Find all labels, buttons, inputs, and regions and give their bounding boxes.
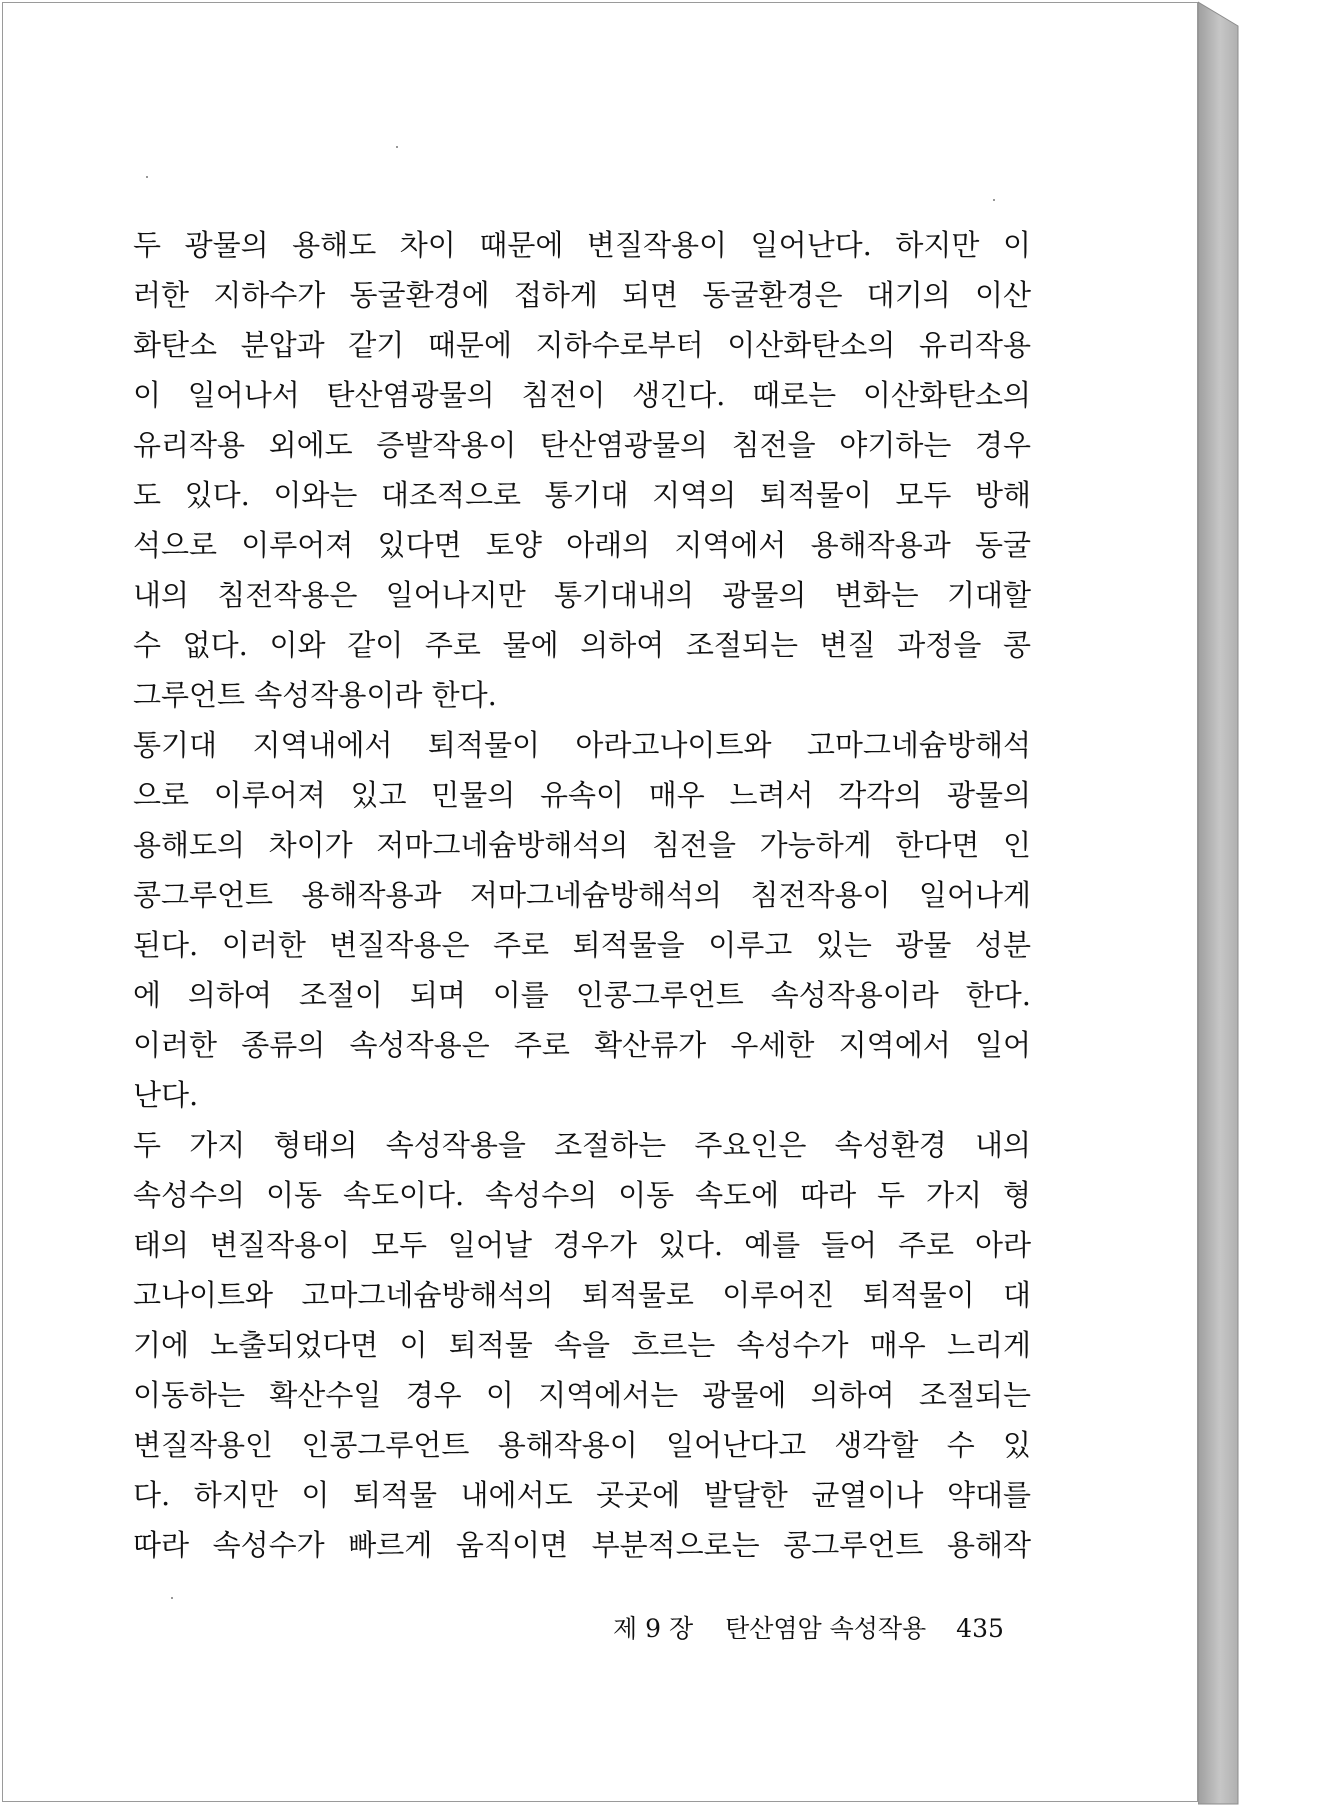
text-line: 콩그루언트 용해작용과 저마그네슘방해석의 침전작용이 일어나게 (133, 878, 1031, 912)
text-line: 통기대 지역내에서 퇴적물이 아라고나이트와 고마그네슘방해석 (133, 728, 1031, 762)
footer-chapter-label: 제 9 장 (613, 1614, 694, 1643)
text-line: 수 없다. 이와 같이 주로 물에 의하여 조절되는 변질 과정을 콩 (133, 628, 1031, 662)
text-line: 도 있다. 이와는 대조적으로 통기대 지역의 퇴적물이 모두 방해 (133, 478, 1031, 512)
scan-speck (146, 176, 148, 178)
page-number: 435 (956, 1614, 1004, 1643)
text-line: 에 의하여 조절이 되며 이를 인콩그루언트 속성작용이라 한다. (133, 978, 1031, 1012)
scan-speck (993, 199, 995, 201)
scan-speck (396, 146, 398, 148)
text-line: 그루언트 속성작용이라 한다. (133, 678, 497, 712)
text-line: 유리작용 외에도 증발작용이 탄산염광물의 침전을 야기하는 경우 (133, 428, 1031, 462)
page-stack-edge (1198, 0, 1243, 1806)
text-line: 된다. 이러한 변질작용은 주로 퇴적물을 이루고 있는 광물 성분 (133, 928, 1031, 962)
text-line: 두 광물의 용해도 차이 때문에 변질작용이 일어난다. 하지만 이 (133, 228, 1031, 262)
text-line: 이러한 종류의 속성작용은 주로 확산류가 우세한 지역에서 일어 (133, 1028, 1031, 1062)
text-line: 고나이트와 고마그네슘방해석의 퇴적물로 이루어진 퇴적물이 대 (133, 1278, 1031, 1312)
text-line: 변질작용인 인콩그루언트 용해작용이 일어난다고 생각할 수 있 (133, 1428, 1031, 1462)
paragraph-2 (133, 725, 1031, 1115)
paragraph-1 (133, 225, 1031, 715)
text-line: 난다. (133, 1078, 199, 1112)
text-line: 러한 지하수가 동굴환경에 접하게 되면 동굴환경은 대기의 이산 (133, 278, 1031, 312)
text-line: 속성수의 이동 속도이다. 속성수의 이동 속도에 따라 두 가지 형 (133, 1178, 1031, 1212)
text-line: 이 일어나서 탄산염광물의 침전이 생긴다. 때로는 이산화탄소의 (133, 378, 1031, 412)
text-line: 이동하는 확산수일 경우 이 지역에서는 광물에 의하여 조절되는 (133, 1378, 1031, 1412)
scan-speck (171, 1597, 173, 1599)
footer-chapter-title: 탄산염암 속성작용 (725, 1614, 927, 1643)
text-line: 석으로 이루어져 있다면 토양 아래의 지역에서 용해작용과 동굴 (133, 528, 1031, 562)
book-page (2, 2, 1198, 1802)
text-line: 태의 변질작용이 모두 일어날 경우가 있다. 예를 들어 주로 아라 (133, 1228, 1031, 1262)
text-line: 두 가지 형태의 속성작용을 조절하는 주요인은 속성환경 내의 (133, 1128, 1031, 1162)
text-line: 내의 침전작용은 일어나지만 통기대내의 광물의 변화는 기대할 (133, 578, 1031, 612)
text-line: 용해도의 차이가 저마그네슘방해석의 침전을 가능하게 한다면 인 (133, 828, 1031, 862)
text-line: 화탄소 분압과 같기 때문에 지하수로부터 이산화탄소의 유리작용 (133, 328, 1031, 362)
running-footer (613, 1609, 1003, 1649)
paragraph-3 (133, 1125, 1031, 1565)
text-line: 따라 속성수가 빠르게 움직이면 부분적으로는 콩그루언트 용해작 (133, 1528, 1031, 1562)
text-line: 기에 노출되었다면 이 퇴적물 속을 흐르는 속성수가 매우 느리게 (133, 1328, 1031, 1362)
text-line: 으로 이루어져 있고 민물의 유속이 매우 느려서 각각의 광물의 (133, 778, 1031, 812)
body-text (133, 225, 1031, 1575)
text-line: 다. 하지만 이 퇴적물 내에서도 곳곳에 발달한 균열이나 약대를 (133, 1478, 1031, 1512)
